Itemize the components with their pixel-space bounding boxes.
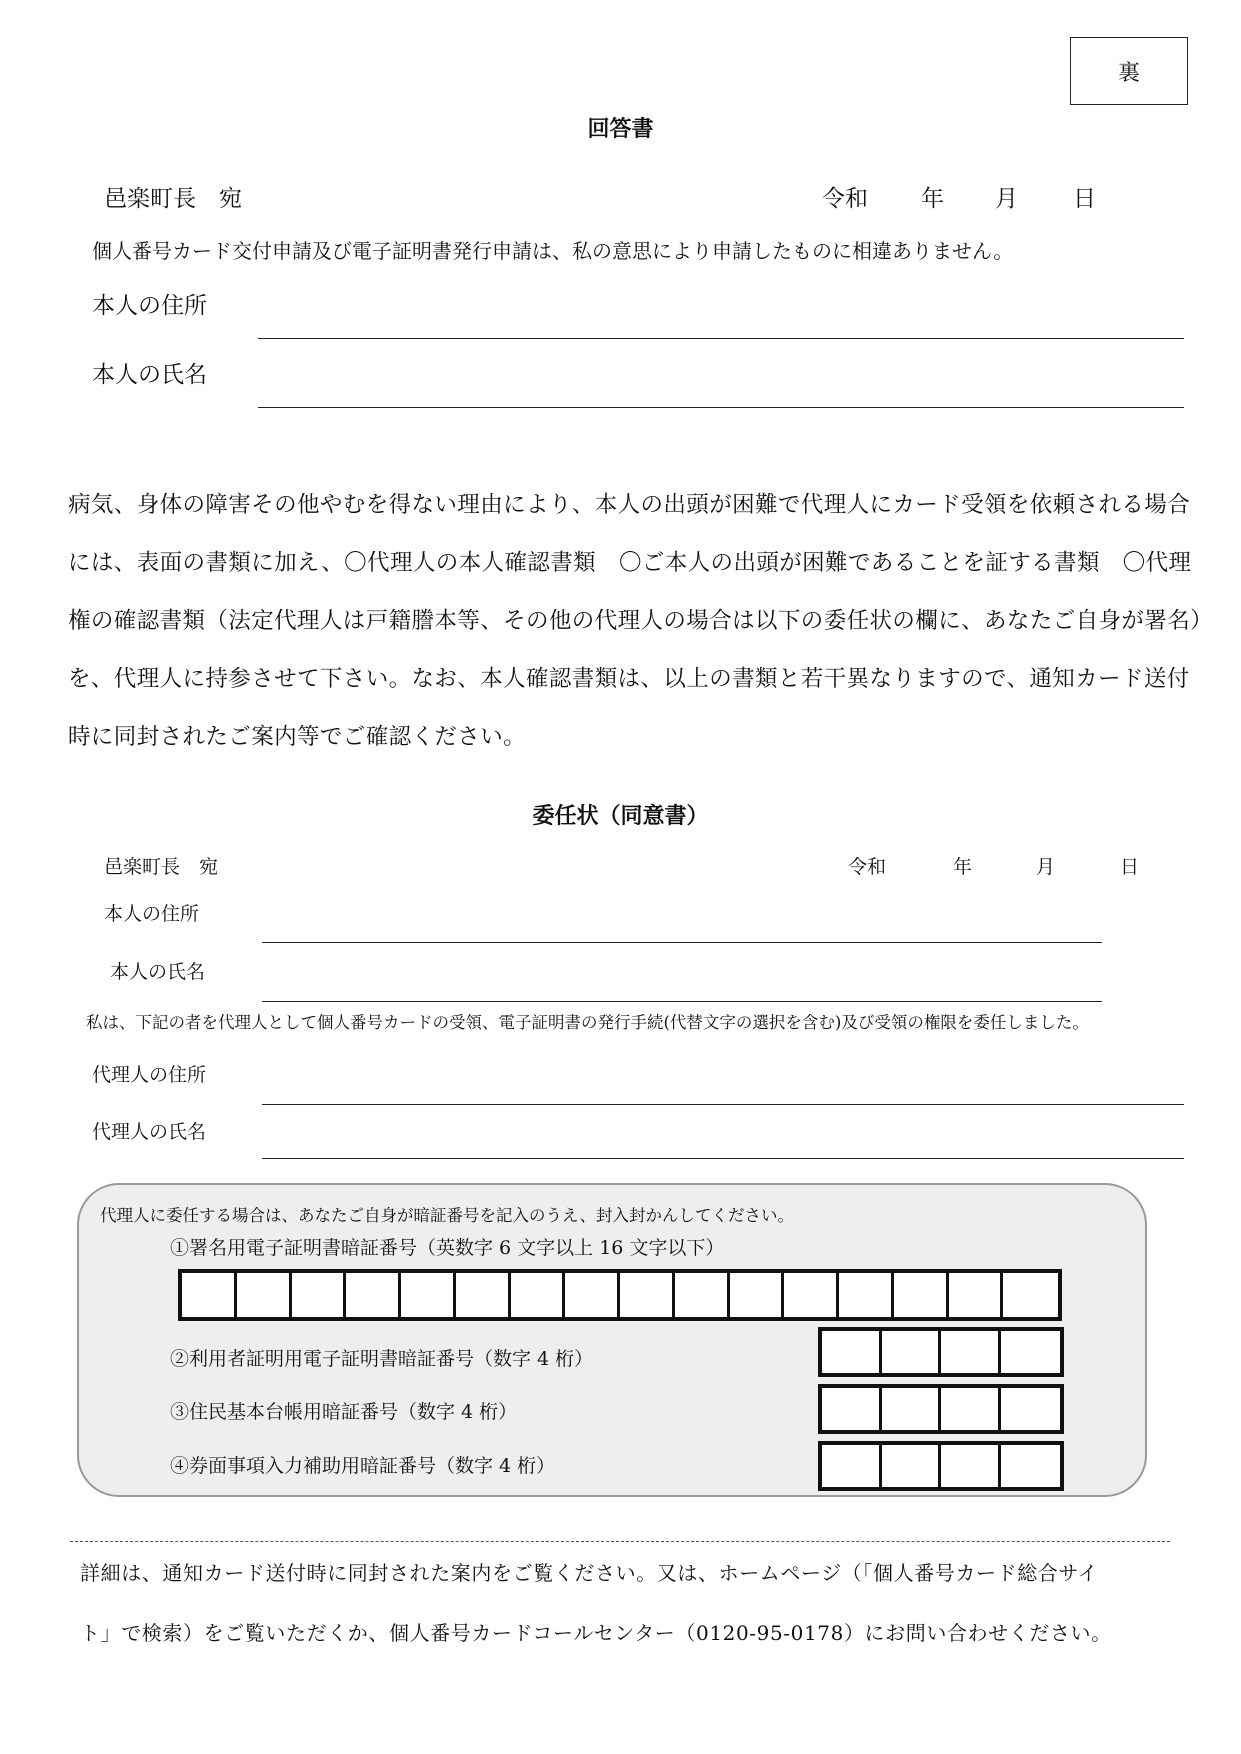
signature-pin-input[interactable] — [178, 1269, 1062, 1321]
ticket-pin-input[interactable] — [818, 1441, 1064, 1491]
pin-cell[interactable] — [292, 1273, 347, 1317]
proxy-statement: 私は、下記の者を代理人として個人番号カードの受領、電子証明書の発行手続(代替文字の選択を含む)及び受領の権限を委任しました。 — [86, 1013, 1089, 1032]
pin-cell[interactable] — [346, 1273, 401, 1317]
pin-cell[interactable] — [941, 1445, 1001, 1487]
footer-line: 詳細は、通知カード送付時に同封された案内をご覧ください。又は、ホームページ（「個人番号カード総合サイ — [80, 1561, 1099, 1585]
answer-date-era: 令和 — [822, 186, 868, 212]
pin-cell[interactable] — [822, 1331, 882, 1373]
answer-address-line[interactable] — [258, 338, 1184, 339]
pin-cell[interactable] — [1001, 1331, 1061, 1373]
pin-cell[interactable] — [941, 1388, 1001, 1430]
answer-date-day: 日 — [1073, 186, 1096, 212]
resident-pin-label: ③住民基本台帳用暗証番号（数字 4 桁） — [170, 1401, 518, 1423]
answer-title: 回答書 — [587, 117, 654, 142]
pin-cell[interactable] — [1001, 1445, 1061, 1487]
answer-addressee: 邑楽町長 宛 — [104, 186, 242, 212]
pin-cell[interactable] — [1003, 1273, 1058, 1317]
proxy-address-line[interactable] — [262, 942, 1102, 943]
pin-cell[interactable] — [456, 1273, 511, 1317]
proxy-date-era: 令和 — [848, 856, 887, 878]
pin-intro: 代理人に委任する場合は、あなたご自身が暗証番号を記入のうえ、封入封かんしてください。 — [100, 1206, 794, 1225]
answer-address-label: 本人の住所 — [92, 293, 207, 319]
answer-statement: 個人番号カード交付申請及び電子証明書発行申請は、私の意思により申請したものに相違ありません。 — [92, 239, 1014, 263]
proxy-name-label: 本人の氏名 — [110, 961, 206, 983]
proxy-addressee: 邑楽町長 宛 — [104, 856, 219, 878]
agent-name-line[interactable] — [262, 1158, 1184, 1159]
pin-cell[interactable] — [949, 1273, 1004, 1317]
proxy-date-year: 年 — [953, 856, 973, 878]
pin-cell[interactable] — [894, 1273, 949, 1317]
answer-date-month: 月 — [995, 186, 1018, 212]
agent-address-label: 代理人の住所 — [92, 1064, 207, 1086]
signature-pin-label: ①署名用電子証明書暗証番号（英数字 6 文字以上 16 文字以下） — [170, 1237, 725, 1259]
pin-cell[interactable] — [182, 1273, 237, 1317]
pin-cell[interactable] — [565, 1273, 620, 1317]
notice-line: を、代理人に持参させて下さい。なお、本人確認書類は、以上の書類と若干異なりますので、通知カード送付 — [68, 666, 1190, 692]
ticket-pin-label: ④券面事項入力補助用暗証番号（数字 4 桁） — [170, 1455, 556, 1477]
proxy-title: 委任状（同意書） — [532, 804, 709, 829]
notice-line: 時に同封されたご案内等でご確認ください。 — [68, 724, 527, 750]
answer-name-line[interactable] — [258, 407, 1184, 408]
proxy-name-line[interactable] — [262, 1001, 1102, 1002]
pin-cell[interactable] — [784, 1273, 839, 1317]
notice-line: 病気、身体の障害その他やむを得ない理由により、本人の出頭が困難で代理人にカード受領を依頼される場合 — [68, 492, 1191, 518]
pin-cell[interactable] — [822, 1388, 882, 1430]
side-label-box — [1070, 37, 1188, 105]
pin-cell[interactable] — [882, 1331, 942, 1373]
notice-paragraph — [68, 476, 1214, 766]
resident-pin-input[interactable] — [818, 1384, 1064, 1434]
cut-line — [70, 1541, 1170, 1542]
agent-address-line[interactable] — [262, 1104, 1184, 1105]
answer-date-year: 年 — [921, 186, 944, 212]
notice-line: には、表面の書類に加え、〇代理人の本人確認書類 〇ご本人の出頭が困難であることを証する書類 〇代理 — [68, 550, 1192, 576]
pin-cell[interactable] — [675, 1273, 730, 1317]
side-label: 裏 — [1117, 60, 1140, 86]
footer-line: ト」で検索）をご覧いただくか、個人番号カードコールセンター（0120-95-0178）にお問い合わせください。 — [80, 1621, 1112, 1645]
user-cert-pin-input[interactable] — [818, 1327, 1064, 1377]
user-cert-pin-label: ②利用者証明用電子証明書暗証番号（数字 4 桁） — [170, 1348, 594, 1370]
pin-cell[interactable] — [822, 1445, 882, 1487]
pin-cell[interactable] — [401, 1273, 456, 1317]
agent-name-label: 代理人の氏名 — [92, 1121, 207, 1143]
pin-cell[interactable] — [511, 1273, 566, 1317]
pin-cell[interactable] — [237, 1273, 292, 1317]
pin-cell[interactable] — [1001, 1388, 1061, 1430]
pin-cell[interactable] — [882, 1388, 942, 1430]
proxy-address-label: 本人の住所 — [104, 903, 200, 925]
answer-name-label: 本人の氏名 — [92, 362, 207, 388]
pin-cell[interactable] — [839, 1273, 894, 1317]
pin-cell[interactable] — [941, 1331, 1001, 1373]
pin-cell[interactable] — [730, 1273, 785, 1317]
proxy-date-month: 月 — [1036, 856, 1056, 878]
pin-cell[interactable] — [882, 1445, 942, 1487]
proxy-date-day: 日 — [1120, 856, 1140, 878]
pin-cell[interactable] — [620, 1273, 675, 1317]
notice-line: 権の確認書類（法定代理人は戸籍謄本等、その他の代理人の場合は以下の委任状の欄に、あなたご自身が署名） — [68, 608, 1214, 634]
